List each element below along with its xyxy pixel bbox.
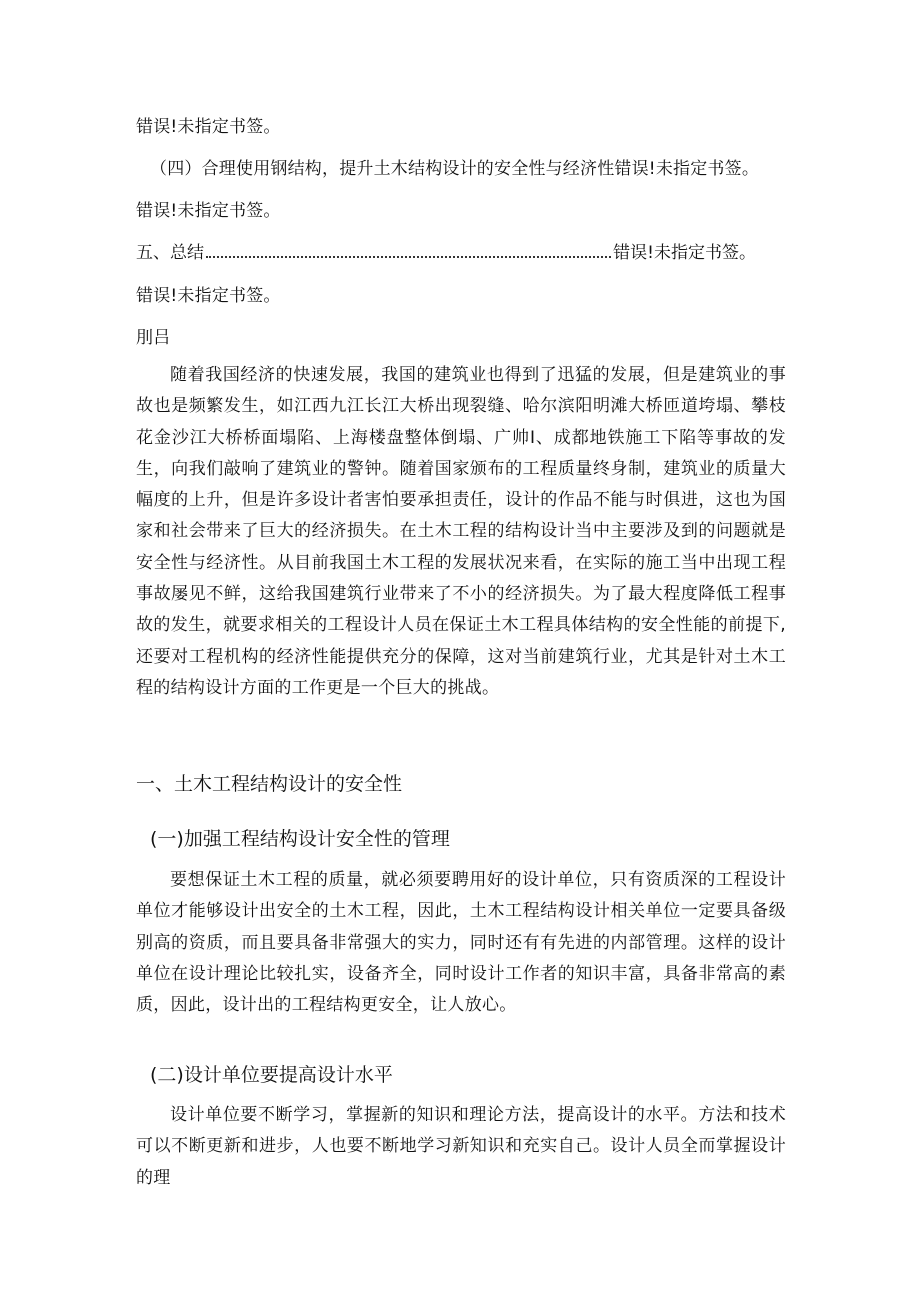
toc-entry-summary — [136, 242, 756, 264]
toc-summary-label: 五、总结 — [136, 243, 204, 263]
section-1-sub-2-paragraph: 设计单位要不断学习，掌握新的知识和理论方法，提高设计的水平。方法和技术可以不断更新和进步，人也要不断地学习新知识和充实自己。设计人员全而掌握设计的理 — [136, 1105, 786, 1188]
toc-entry-error-2: 错误!未指定书签。 — [136, 201, 281, 221]
toc-summary-tail: 错误!未指定书签。 — [613, 243, 756, 263]
toc-leader-dots — [206, 255, 611, 258]
toc-entry-error-1: 错误!未指定书签。 — [136, 117, 281, 137]
section-1-sub-1-paragraph: 要想保证土木工程的质量，就必须要聘用好的设计单位，只有资质深的工程设计单位才能够设计出安全的土木工程，因此，土木工程结构设计相关单位一定要具备级别高的资质，而且要具备非常强大的实力，同时还有有先进的内部管理。这样的设计单位在设计理论比较扎实，设备齐全，同时设计工作者的知识丰富，具备非常高的素质，因此，设计出的工程结构更安全，让人放心。 — [136, 870, 786, 1016]
section-1-heading: 一、土木工程结构设计的安全性 — [136, 773, 403, 795]
preface-title: 刖吕 — [136, 328, 171, 348]
toc-entry-error-3: 错误!未指定书签。 — [136, 286, 281, 306]
section-1-sub-1-heading: (一)加强工程结构设计安全性的管理 — [150, 828, 450, 850]
toc-entry-section-4: （四）合理使用钢结构，提升土木结构设计的安全性与经济性错误!未指定书签。 — [150, 159, 760, 179]
preface-paragraph: 随着我国经济的快速发展，我国的建筑业也得到了迅猛的发展，但是建筑业的事故也是频繁发生，如江西九江长江大桥出现裂缝、哈尔滨阳明滩大桥匝道垮塌、攀枝花金沙江大桥桥面塌陷、上海楼盘整体倒塌、广帅I、成都地铁施工下陷等事故的发生，向我们敲响了建筑业的警钟。随着国家颁布的工程质量终身制，建筑业的质量大幅度的上升，但是许多设计者害怕要承担责任，设计的作品不能与时俱进，这也为国家和社会带来了巨大的经济损失。在土木工程的结构设计当中主要涉及到的问题就是安全性与经济性。从目前我国土木工程的发展状况来看，在实际的施工当中出现工程事故屡见不鲜，这给我国建筑行业带来了不小的经济损失。为了最大程度降低工程事故的发生，就要求相关的工程设计人员在保证土木工程具体结构的安全性能的前提下,还要对工程机构的经济性能提供充分的保障，这对当前建筑行业，尤其是针对土木工程的结构设计方面的工作更是一个巨大的挑战。 — [136, 365, 786, 698]
section-1-sub-2-heading: (二)设计单位要提高设计水平 — [150, 1064, 393, 1086]
